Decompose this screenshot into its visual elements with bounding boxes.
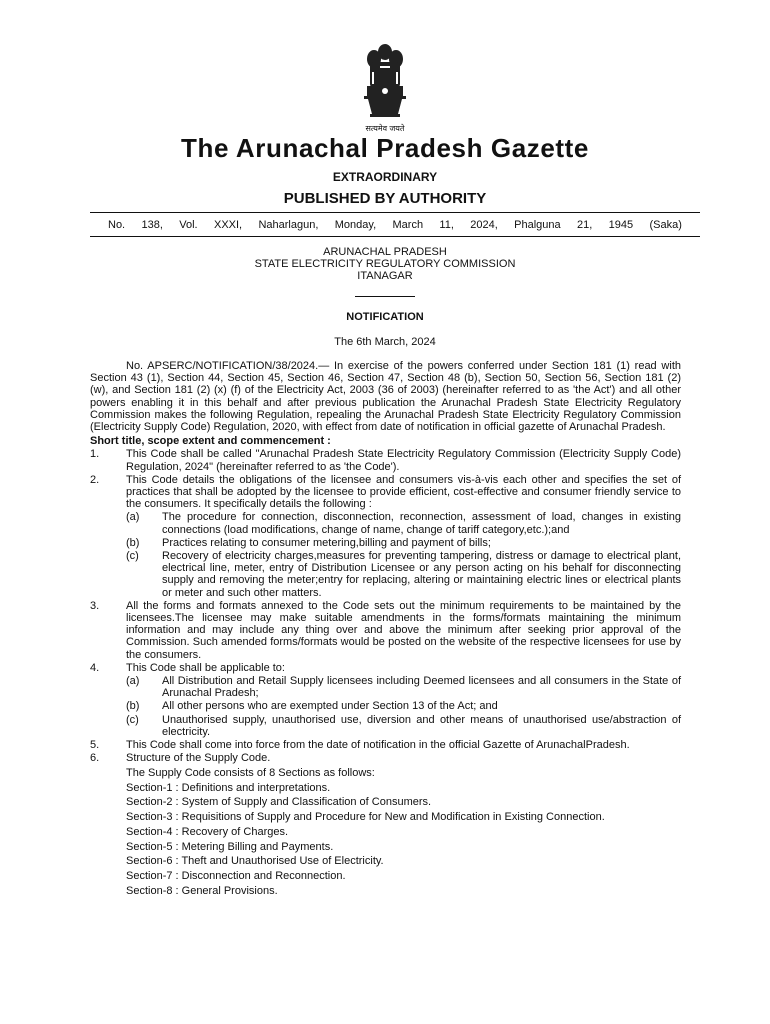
issue-word: 21, [577,219,593,231]
issue-word: 138, [141,219,163,231]
code-section-line: Section-7 : Disconnection and Reconnection. [126,869,346,882]
clause-3 [90,600,681,661]
issue-word: March [392,219,424,231]
sub-clause-2b [126,537,681,549]
clause-number: 2. [90,473,100,486]
gazette-title: The Arunachal Pradesh Gazette [181,133,589,163]
clause-text: Structure of the Supply Code. [126,752,271,765]
issue-word: Naharlagun, [258,219,319,231]
clause-4 [90,662,681,674]
code-section-line: Section-1 : Definitions and interpretations. [126,781,331,794]
extraordinary-label: EXTRAORDINARY [332,170,438,184]
sub-clause-2a [126,511,681,535]
clause-2 [90,474,681,511]
bottom-rule [90,236,700,237]
sub-clause-text: All other persons who are exempted under Section 13 of the Act; and [162,700,498,713]
issue-line [90,219,700,231]
clause-number: 1. [90,448,100,461]
state-emblem [350,42,420,134]
published-by-authority: PUBLISHED BY AUTHORITY [283,190,487,207]
sub-clause-text: Practices relating to consumer metering,billing and payment of bills; [162,536,491,549]
sub-clause-4b [126,700,681,712]
issue-word: 2024, [470,219,498,231]
code-section-line: Section-5 : Metering Billing and Payments. [126,840,334,853]
sub-clause-text: Unauthorised supply, unauthorised use, diversion and other means of unauthorised use/abstraction of electricity. [162,713,681,738]
clause-text: All the forms and formats annexed to the Code sets out the minimum requirements to be maintained by the licensees.The licensee may make suitable amendments in the forms/formats maintaining the minimum information and may include any thing over and above the minimum after seeking prior approval of the Commission. Such amended forms/formats would be posted on the website of the respective licensees for use by the consumers. [126,599,681,661]
emblem-motto: सत्यमेव जयते [365,124,405,133]
clause-text: This Code shall be called "Arunachal Pradesh State Electricity Regulatory Commission (Electricity Supply Code) Regulation, 2024" (hereinafter referred to as 'the Code'). [126,448,681,473]
code-section-line: Section-2 : System of Supply and Classification of Consumers. [126,796,432,809]
sub-clause-text: All Distribution and Retail Supply licensees including Deemed licensees and all consumers in the State of Arunachal Pradesh; [162,675,681,700]
sub-clause-4c [126,714,681,738]
separator-dash [355,296,415,297]
authority-state: ARUNACHAL PRADESH [323,246,447,258]
issue-word: XXXI, [213,219,243,231]
sub-clause-label: (c) [126,550,139,563]
sub-clause-text: The procedure for connection, disconnection, reconnection, assessment of load, changes in existing connections (load modifications, change of name, change of tariff category,etc.);and [162,511,681,536]
issue-word: 11, [439,219,454,231]
lion-capital-icon [350,42,420,122]
clause-number: 5. [90,739,100,752]
clause-5 [90,739,681,751]
notification-date: The 6th March, 2024 [334,336,436,348]
issue-word: (Saka) [649,219,682,231]
clause-number: 3. [90,599,100,612]
notification-heading: NOTIFICATION [346,311,424,323]
issue-word: Monday, [334,219,377,231]
issue-word: No. [108,219,126,231]
preamble-paragraph: No. APSERC/NOTIFICATION/38/2024.— In exercise of the powers conferred under Section 181 (1) read with Section 43 (1), Section 44, Section 45, Section 46, Section 47, Section 48 (b), Section 50, Section 56, Section 181 (2) (w), and Section 181 (2) (x) (f) of the Electricity Act, 2003 (36 of 2003) (hereinafter referred to as 'the Act') and all other powers enabling it in this behalf and after previous publication the Arunachal Pradesh State Electricity Regulatory Commission makes the following Regulation, repealing the Arunachal Pradesh State Electricity Regulatory Commission (Electricity Supply Code) Regulation, 2020, with effect from date of notification in official gazette of Arunachal Pradesh. [90,360,681,434]
short-title-heading: Short title, scope extent and commencement : [90,435,331,448]
clause-text: This Code shall be applicable to: [126,661,285,674]
issue-word: 1945 [608,219,634,231]
notification-body [90,360,681,897]
issue-word: Vol. [179,219,198,231]
structure-intro: The Supply Code consists of 8 Sections as follows: [126,767,375,779]
issue-word: Phalguna [514,219,561,231]
code-section-line: Section-6 : Theft and Unauthorised Use of Electricity. [126,855,384,868]
authority-city: ITANAGAR [357,270,413,282]
code-section-line: Section-4 : Recovery of Charges. [126,825,289,838]
clause-6 [90,752,681,764]
code-section-line: Section-8 : General Provisions. [126,884,278,897]
clause-number: 6. [90,752,100,765]
sub-clause-label: (a) [126,511,140,524]
clause-1 [90,448,681,472]
sub-clause-4a [126,675,681,699]
sub-clause-2c [126,550,681,599]
sub-clause-label: (b) [126,700,140,713]
sub-clause-text: Recovery of electricity charges,measures for preventing tampering, distress or damage to electrical plant, electrical line, meter, entry of Distribution Licensee or any person acting on his behalf for disconnecting supply and removing the meter;entry for replacing, altering or maintaining electric lines or electrical plants or meter and such other matters. [162,550,681,599]
clause-text: This Code shall come into force from the date of notification in the official Gazette of ArunachalPradesh. [126,739,630,752]
sub-clause-label: (c) [126,713,139,726]
top-rule [90,212,700,213]
sub-clause-label: (b) [126,536,140,549]
clause-number: 4. [90,661,100,674]
sub-clause-label: (a) [126,675,140,688]
clause-text: This Code details the obligations of the licensee and consumers vis-à-vis each other and specifies the set of practices that shall be adopted by the licensee to provide efficient, cost-effective and consumer friendly service to the consumers. It specifically details the following : [126,473,681,511]
authority-commission: STATE ELECTRICITY REGULATORY COMMISSION [254,258,516,270]
code-section-line: Section-3 : Requisitions of Supply and Procedure for New and Modification in Existing Connection. [126,811,605,824]
